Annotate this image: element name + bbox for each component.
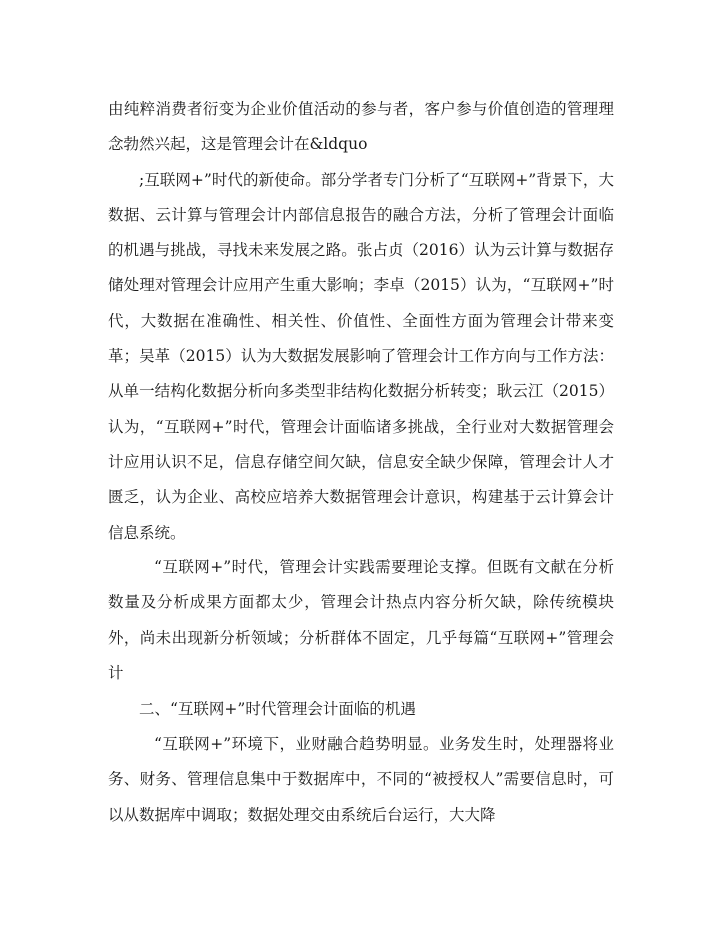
paragraph-4: “互联网+”环境下，业财融合趋势明显。业务发生时，处理器将业务、财务、管理信息集中于数据库中，不同的“被授权人”需要信息时，可以从数据库中调取；数据处理交由系统后台运行，大大降 xyxy=(108,735,614,824)
paragraph-1: 由纯粹消费者衍变为企业价值活动的参与者，客户参与价值创造的管理理念勃然兴起，这是管理会计在&ldquo xyxy=(108,100,614,154)
section-heading: 二、“互联网+”时代管理会计面临的机遇 xyxy=(139,699,416,718)
paragraph-2: ;互联网+”时代的新使命。部分学者专门分析了“互联网+”背景下，大数据、云计算与管理会计内部信息报告的融合方法，分析了管理会计面临的机遇与挑战，寻找未来发展之路。张占贞（2016）认为云计算与数据存储处理对管理会计应用产生重大影响；李卓（2015）认为，“互联网+”时代，大数据在准确性、相关性、价值性、全面性方面为管理会计带来变革；吴革（2015）认为大数据发展影响了管理会计工作方向与工作方法：从单一结构化数据分析向多类型非结构化数据分析转变；耿云江（2015）认为，“互联网+”时代，管理会计面临诸多挑战，全行业对大数据管理会计应用认识不足，信息存储空间欠缺，信息安全缺少保障，管理会计人才匮乏，认为企业、高校应培养大数据管理会计意识，构建基于云计算会计信息系统。 xyxy=(108,170,614,542)
paragraph-3: “互联网+”时代，管理会计实践需要理论支撑。但既有文献在分析数量及分析成果方面都太少，管理会计热点内容分析欠缺，除传统模块外，尚未出现新分析领域；分析群体不固定，几乎每篇“互联网+”管理会计 xyxy=(108,558,614,682)
